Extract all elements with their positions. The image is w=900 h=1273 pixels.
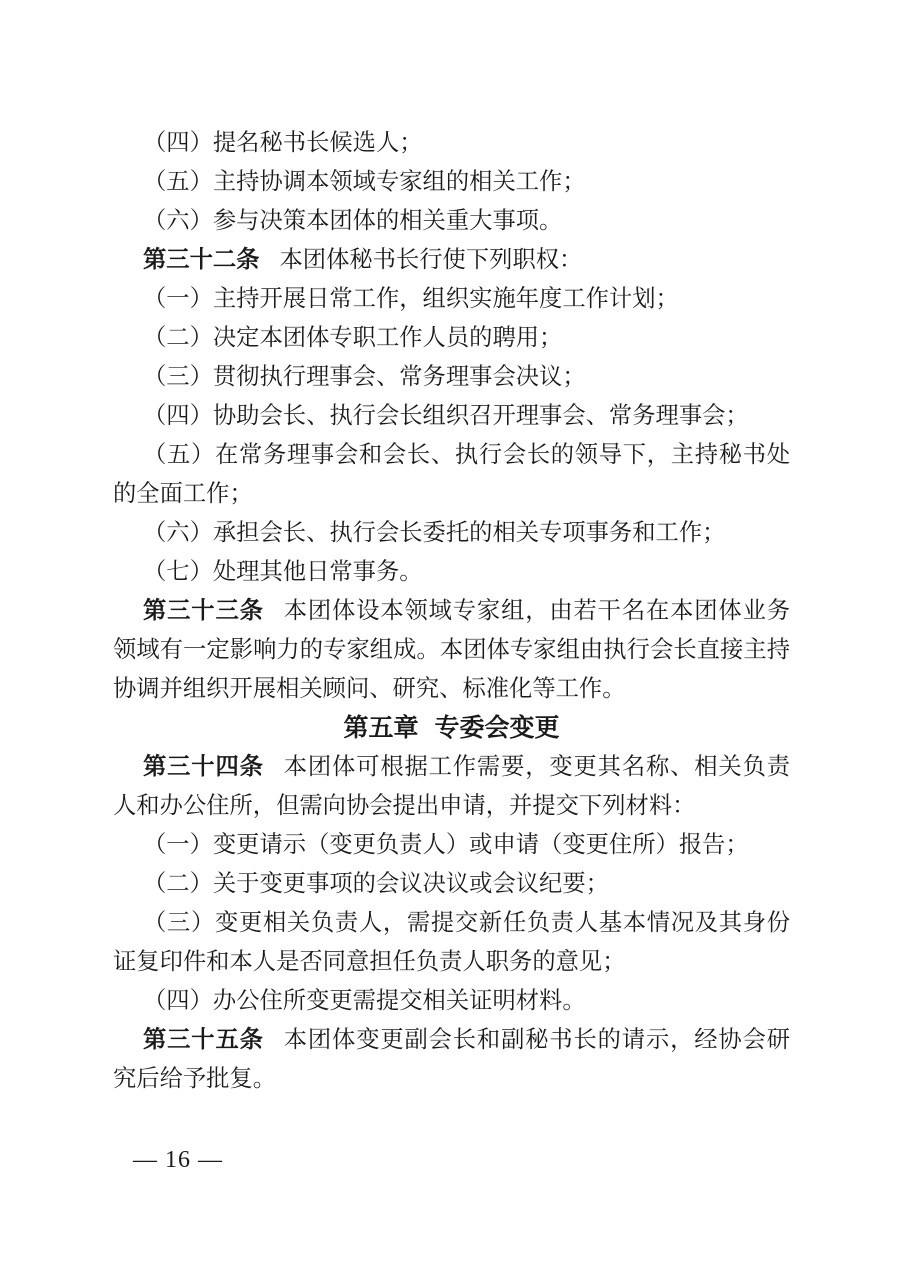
document-body <box>113 124 790 1099</box>
page-number: — 16 — <box>133 1147 223 1173</box>
clause-item: （四）办公住所变更需提交相关证明材料。 <box>143 988 586 1014</box>
article-paragraph-35 <box>113 1021 790 1099</box>
chapter-number: 第五章 <box>343 714 419 742</box>
clause-item: （二）关于变更事项的会议决议或会议纪要； <box>143 871 609 897</box>
clause-item: （四）协助会长、执行会长组织召开理事会、常务理事会； <box>143 403 749 429</box>
clause-item: （三）变更相关负责人，需提交新任负责人基本情况及其身份证复印件和本人是否同意担任负责人职务的意见； <box>113 910 790 975</box>
article-paragraph-34 <box>113 748 790 826</box>
article-number: 第三十五条 <box>143 1027 264 1053</box>
article-number: 第三十三条 <box>143 598 264 624</box>
clause-item: （七）处理其他日常事务。 <box>143 559 423 585</box>
clause-item: （六）参与决策本团体的相关重大事项。 <box>143 208 563 234</box>
article-paragraph-32 <box>113 241 790 280</box>
article-text: 本团体变更副会长和副秘书长的请示，经协会研究后给予批复。 <box>113 1027 791 1092</box>
article-paragraph-33 <box>113 592 790 709</box>
clause-item: （五）主持协调本领域专家组的相关工作； <box>143 169 586 195</box>
chapter-title: 专委会变更 <box>434 714 560 742</box>
article-text: 本团体秘书长行使下列职权： <box>279 247 583 273</box>
clause-item: （六）承担会长、执行会长委托的相关专项事务和工作； <box>143 520 726 546</box>
clause-item: （二）决定本团体专职工作人员的聘用； <box>143 325 563 351</box>
clause-item: （五）在常务理事会和会长、执行会长的领导下，主持秘书处的全面工作； <box>113 442 790 507</box>
clause-item: （一）主持开展日常工作，组织实施年度工作计划； <box>143 286 679 312</box>
article-text: 本团体可根据工作需要，变更其名称、相关负责人和办公住所，但需向协会提出申请，并提交下列材料： <box>113 754 791 819</box>
article-text: 本团体设本领域专家组，由若干名在本团体业务领域有一定影响力的专家组成。本团体专家组由执行会长直接主持协调并组织开展相关顾问、研究、标准化等工作。 <box>113 598 791 702</box>
clause-item: （一）变更请示（变更负责人）或申请（变更住所）报告； <box>143 832 749 858</box>
clause-item: （四）提名秘书长候选人； <box>143 130 423 156</box>
chapter-heading <box>113 709 790 748</box>
article-number: 第三十四条 <box>143 754 264 780</box>
clause-item: （三）贯彻执行理事会、常务理事会决议； <box>143 364 586 390</box>
article-number: 第三十二条 <box>143 247 260 273</box>
